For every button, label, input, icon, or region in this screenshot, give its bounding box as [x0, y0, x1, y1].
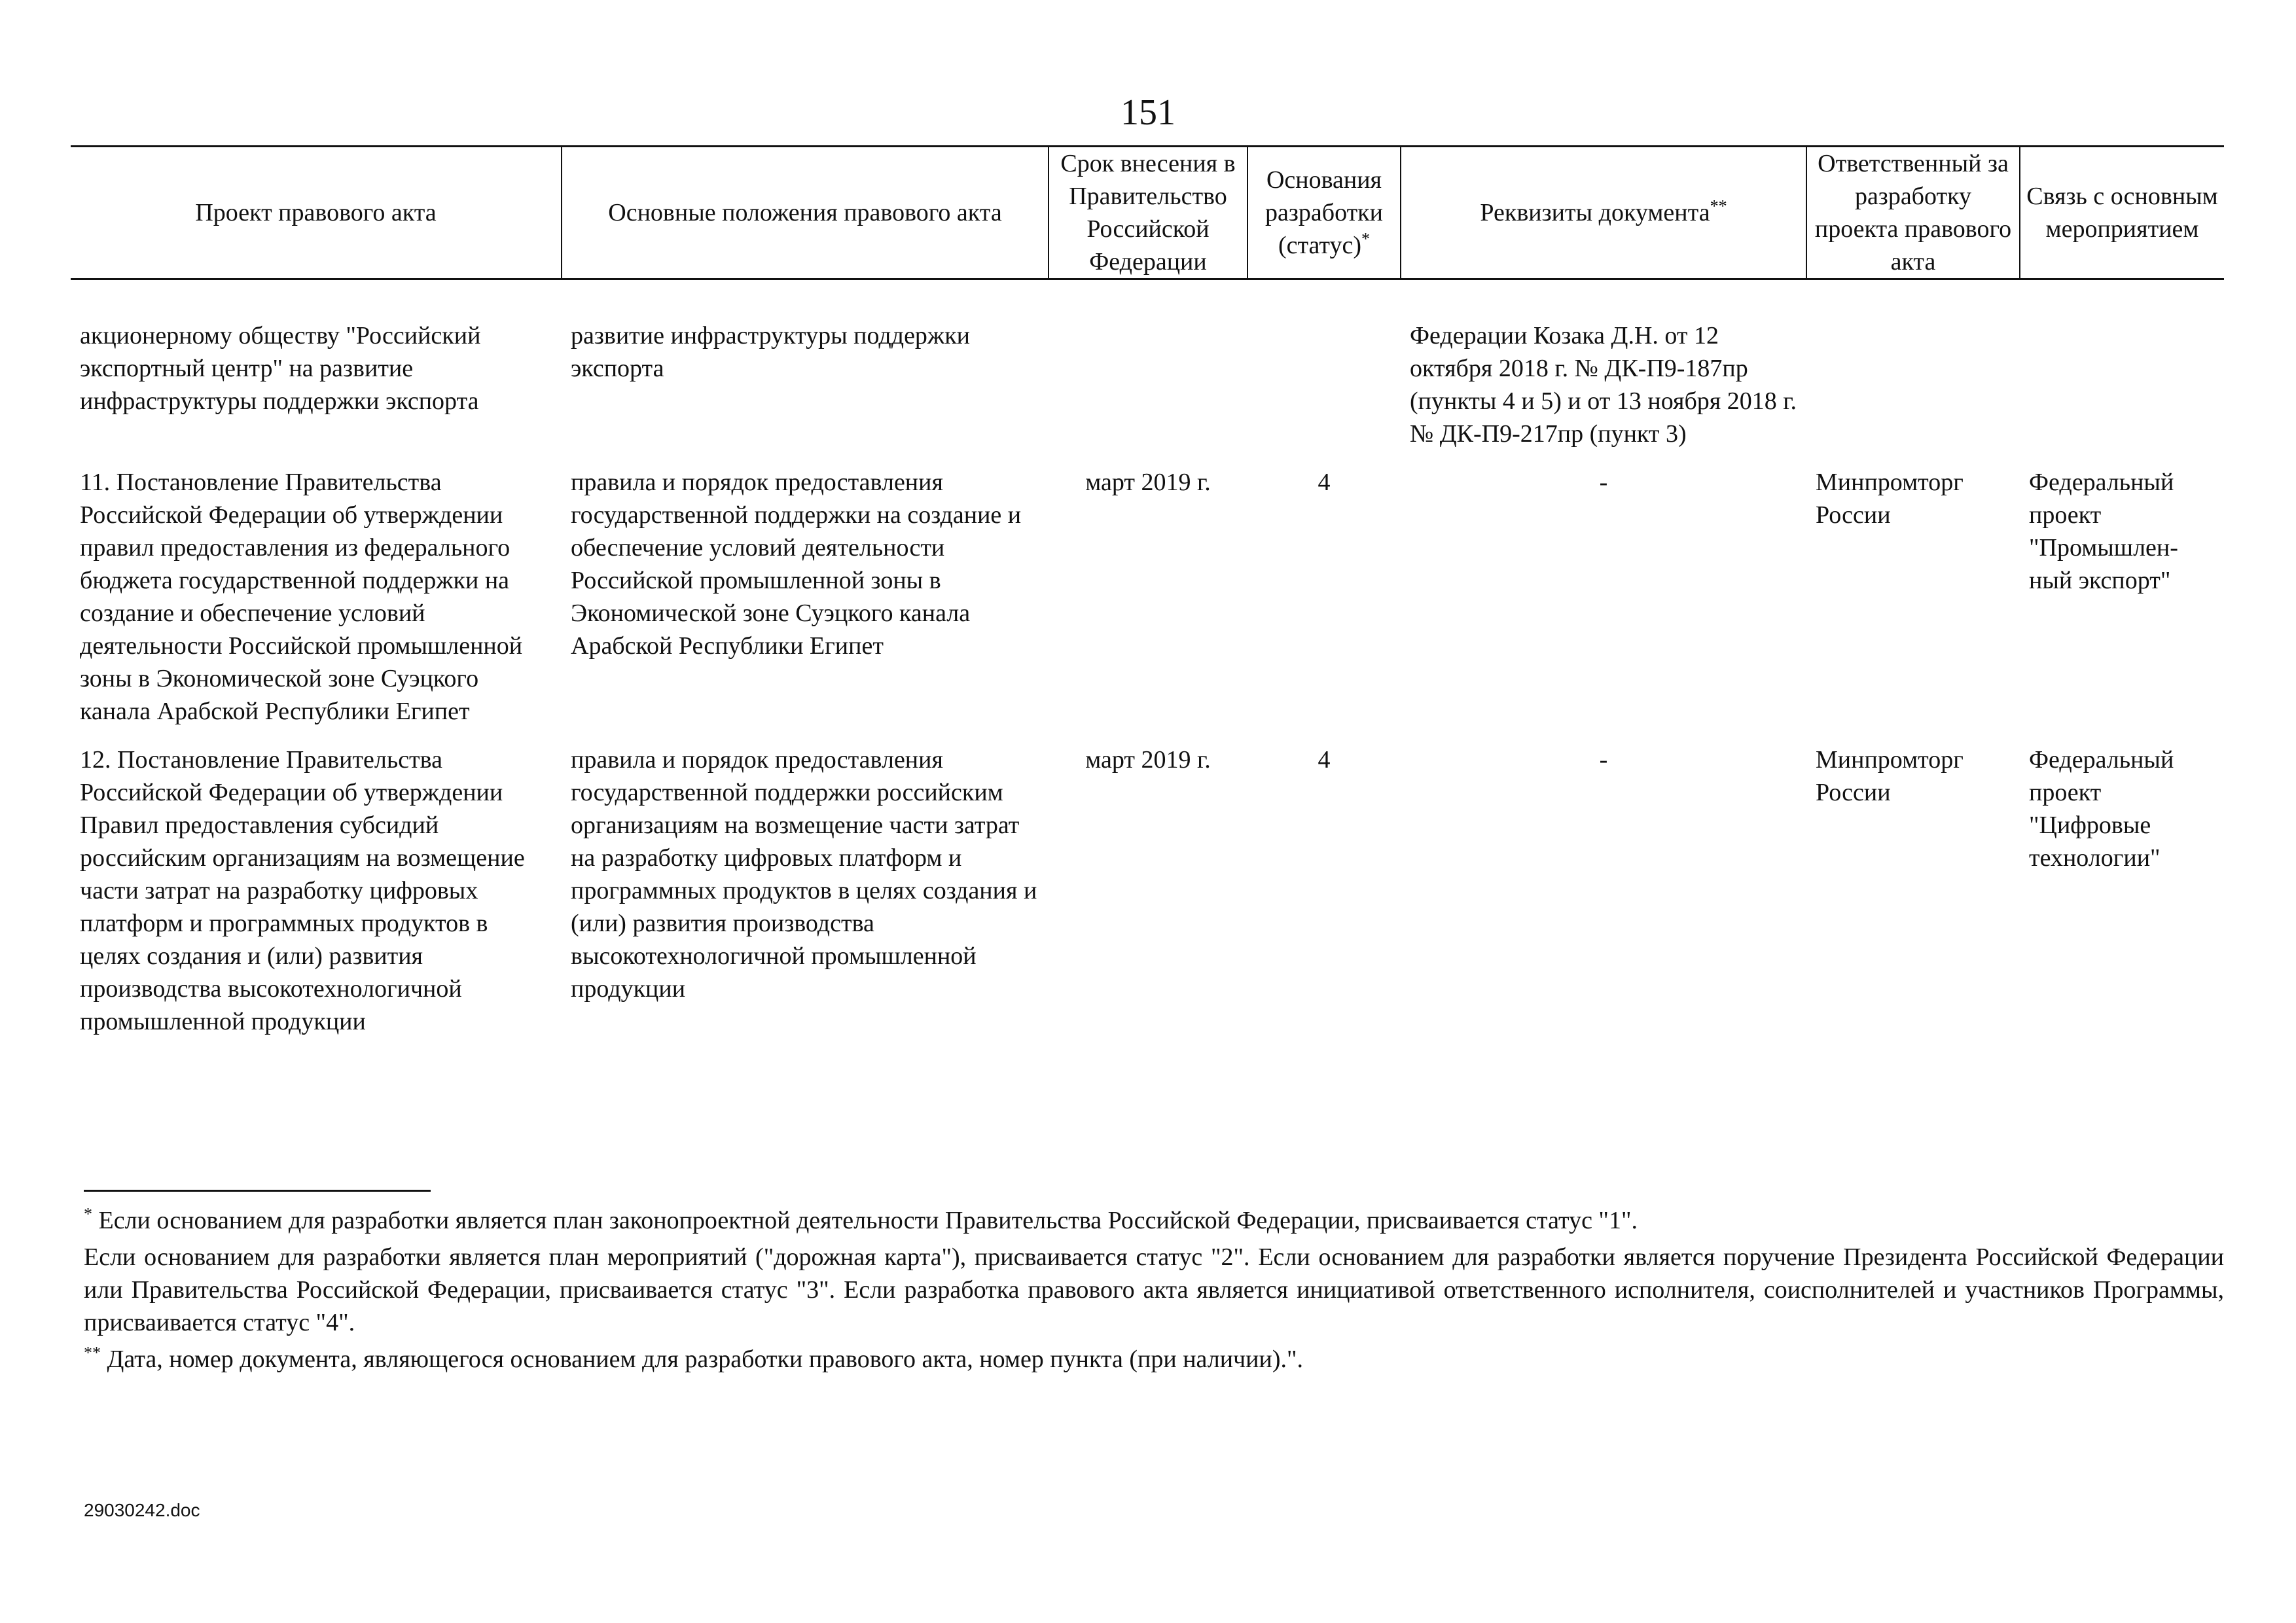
footnote-mark: * — [1361, 229, 1371, 249]
table-row — [71, 743, 2224, 1054]
cell-deadline: март 2019 г. — [1085, 746, 1211, 774]
cell-responsible: Минпромторг России — [1816, 746, 1964, 806]
table-header-row — [71, 147, 2224, 279]
page-number: 151 — [1121, 92, 1175, 133]
header-link: Связь с основным мероприятием — [2020, 147, 2224, 279]
cell-link: Федеральный проект "Промышлен-ный экспорт" — [2029, 469, 2178, 594]
cell-deadline: март 2019 г. — [1085, 469, 1211, 496]
cell-basis: 4 — [1318, 746, 1331, 774]
cell-provisions: правила и порядок предоставления государственной поддержки российским организациям на возмещение части затрат на разработку цифровых платформ и программных продуктов в целях создания и (или) развития производства высокотехнологичной промышленной продукции — [571, 746, 1037, 1003]
cell-details: Федерации Козака Д.Н. от 12 октября 2018 г. № ДК-П9-187пр (пункты 4 и 5) и от 13 ноября 2018 г. № ДК-П9-217пр (пункт 3) — [1410, 322, 1797, 448]
header-responsible: Ответственный за разработку проекта правового акта — [1806, 147, 2020, 279]
header-basis: Основания разработки (статус)* — [1247, 147, 1401, 279]
document-id: 29030242.doc — [84, 1500, 200, 1520]
footnote-separator — [84, 1190, 431, 1192]
table-row — [71, 319, 2224, 466]
footnotes — [84, 1204, 2224, 1380]
cell-provisions: развитие инфраструктуры поддержки экспорта — [571, 322, 970, 382]
legal-acts-table — [71, 145, 2224, 1054]
header-deadline: Срок внесения в Правительство Российской Федерации — [1049, 147, 1247, 279]
cell-project: 11. Постановление Правительства Российской Федерации об утверждении правил предоставления из федерального бюджета государственной поддержки на создание и обеспечение условий деятельности Российской промышленной зоны в Экономической зоне Суэцкого канала Арабской Республики Египет — [80, 469, 523, 725]
cell-deadline — [1049, 319, 1247, 466]
header-details: Реквизиты документа** — [1401, 147, 1806, 279]
cell-responsible — [1806, 319, 2020, 466]
footnote-1: * Если основанием для разработки является план законопроектной деятельности Правительства Российской Федерации, присваивается статус "1". — [84, 1204, 1638, 1234]
cell-basis: 4 — [1318, 469, 1331, 496]
cell-basis — [1247, 319, 1401, 466]
cell-details: - — [1599, 746, 1608, 774]
footnote-mark: ** — [84, 1343, 101, 1363]
cell-project: 12. Постановление Правительства Российской Федерации об утверждении Правил предоставления субсидий российским организациям на возмещение части затрат на разработку цифровых платформ и программных продуктов в целях создания и (или) развития производства высокотехнологичной промышленной продукции — [80, 746, 525, 1035]
cell-link — [2020, 319, 2224, 466]
footnote-mark: * — [84, 1204, 92, 1224]
footnote-mark: ** — [1710, 196, 1727, 216]
cell-details: - — [1599, 469, 1608, 496]
table-row — [71, 466, 2224, 743]
cell-provisions: правила и порядок предоставления государственной поддержки на создание и обеспечение условий деятельности Российской промышленной зоны в Экономической зоне Суэцкого канала Арабской Республики Египет — [571, 469, 1022, 660]
footnote-1-continuation: Если основанием для разработки является план мероприятий ("дорожная карта"), присваивается статус "2". Если основанием для разработки является поручение Президента Российской Федерации или Правительства Российской Федерации, присваивается статус "3". Если разработка правового акта является инициативой ответственного исполнителя, соисполнителей и участников Программы, присваивается статус "4". — [84, 1243, 2224, 1336]
cell-link: Федеральный проект "Цифровые технологии" — [2029, 746, 2174, 872]
header-provisions: Основные положения правового акта — [562, 147, 1049, 279]
cell-responsible: Минпромторг России — [1816, 469, 1964, 529]
cell-project: акционерному обществу "Российский экспортный центр" на развитие инфраструктуры поддержки экспорта — [80, 322, 481, 415]
footnote-2: ** Дата, номер документа, являющегося основанием для разработки правового акта, номер пункта (при наличии).". — [84, 1343, 1303, 1373]
header-project: Проект правового акта — [71, 147, 562, 279]
